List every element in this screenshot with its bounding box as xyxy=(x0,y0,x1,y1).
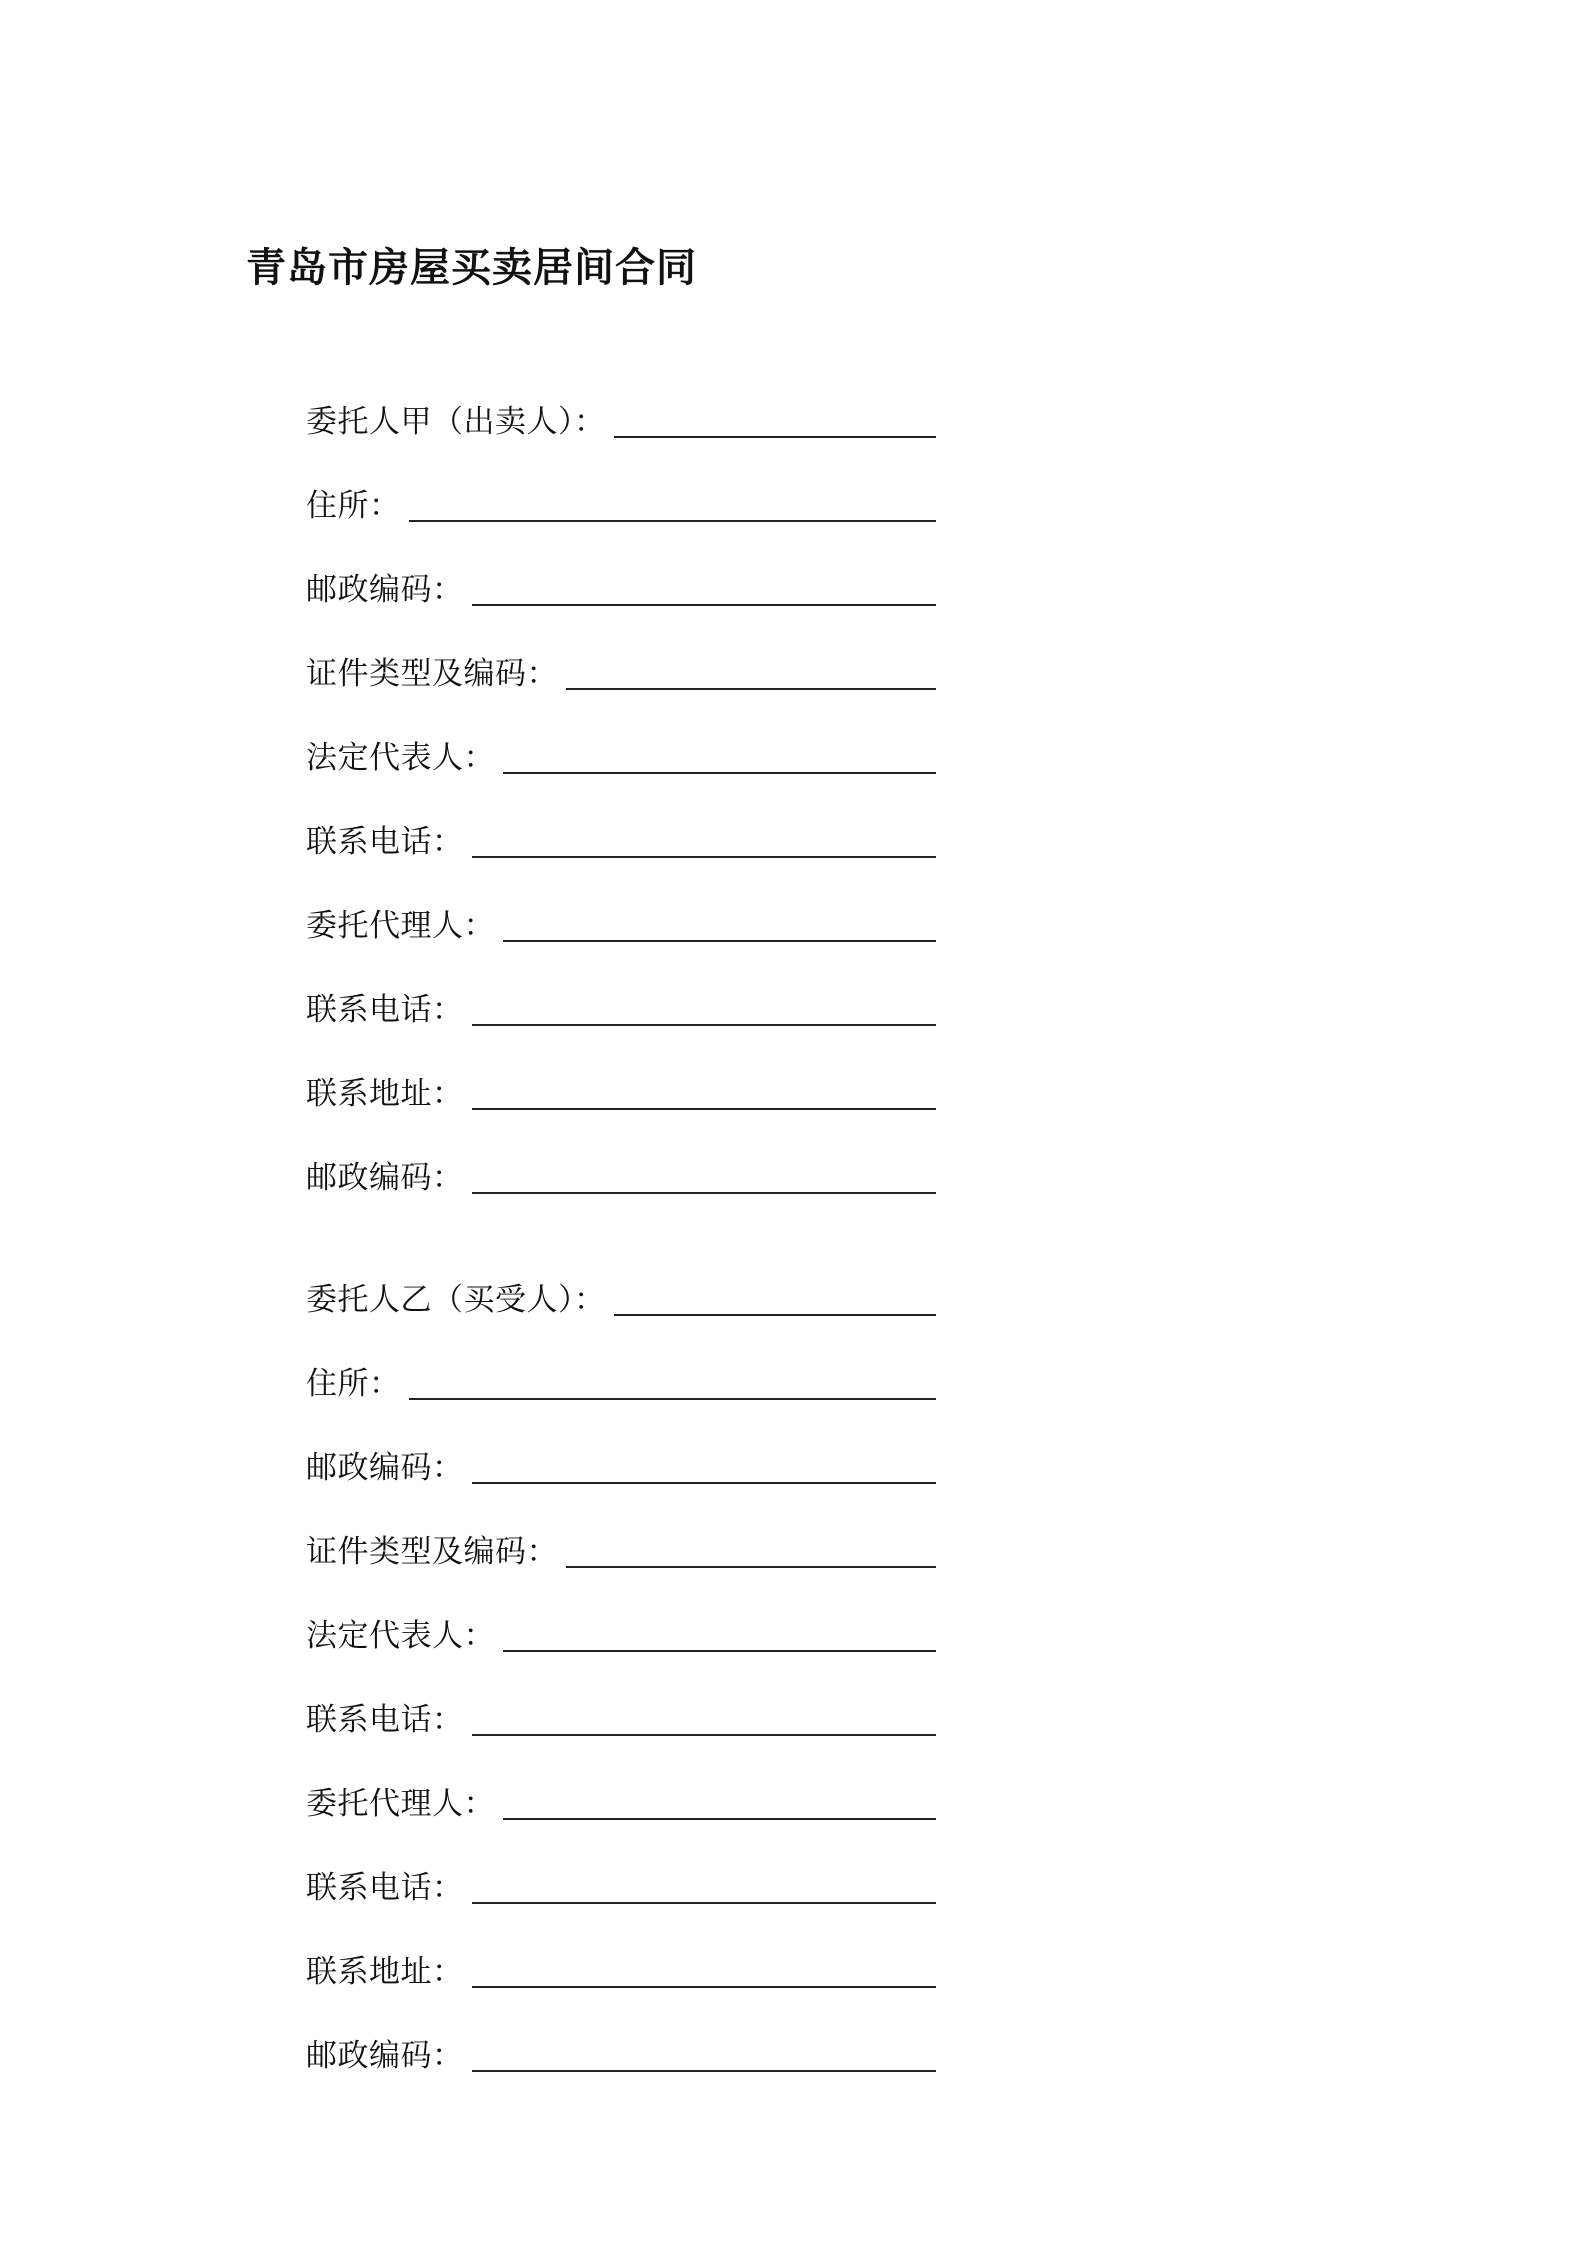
field-label: 证件类型及编码： xyxy=(306,656,558,692)
blank-line[interactable] xyxy=(472,1902,937,1904)
party-b-agent-phone-field xyxy=(306,1826,936,1910)
party-b-address-field xyxy=(306,1910,936,1994)
blank-line[interactable] xyxy=(472,1192,937,1194)
blank-line[interactable] xyxy=(472,2070,937,2072)
field-label: 邮政编码： xyxy=(306,2038,464,2074)
blank-line[interactable] xyxy=(472,856,937,858)
field-label: 证件类型及编码： xyxy=(306,1534,558,1570)
field-label: 法定代表人： xyxy=(306,1618,495,1654)
field-label: 邮政编码： xyxy=(306,1160,464,1196)
field-label: 住所： xyxy=(306,1366,401,1402)
party-a-seller-field xyxy=(306,360,936,444)
blank-line[interactable] xyxy=(472,1986,937,1988)
party-a-residence-field xyxy=(306,444,936,528)
field-label: 委托人甲（出卖人）： xyxy=(306,404,606,440)
field-label: 联系电话： xyxy=(306,1702,464,1738)
blank-line[interactable] xyxy=(472,1482,937,1484)
blank-line[interactable] xyxy=(472,1734,937,1736)
blank-line[interactable] xyxy=(566,688,936,690)
blank-line[interactable] xyxy=(503,940,936,942)
party-a-section xyxy=(306,360,936,1200)
field-label: 委托人乙（买受人）： xyxy=(306,1282,606,1318)
party-b-residence-field xyxy=(306,1322,936,1406)
blank-line[interactable] xyxy=(472,1108,937,1110)
party-b-id-type-field xyxy=(306,1490,936,1574)
party-b-buyer-field xyxy=(306,1238,936,1322)
field-label: 联系电话： xyxy=(306,992,464,1028)
blank-line[interactable] xyxy=(409,1398,937,1400)
party-a-phone-field xyxy=(306,780,936,864)
field-label: 委托代理人： xyxy=(306,908,495,944)
party-a-agent-field xyxy=(306,864,936,948)
party-a-agent-phone-field xyxy=(306,948,936,1032)
document-title: 青岛市房屋买卖居间合同 xyxy=(246,245,697,291)
field-label: 住所： xyxy=(306,488,401,524)
blank-line[interactable] xyxy=(409,520,937,522)
blank-line[interactable] xyxy=(614,1314,937,1316)
field-label: 邮政编码： xyxy=(306,1450,464,1486)
field-label: 联系电话： xyxy=(306,1870,464,1906)
party-b-agent-field xyxy=(306,1742,936,1826)
field-label: 邮政编码： xyxy=(306,572,464,608)
party-b-section xyxy=(306,1238,936,2078)
party-b-phone-field xyxy=(306,1658,936,1742)
blank-line[interactable] xyxy=(614,436,937,438)
blank-line[interactable] xyxy=(566,1566,936,1568)
party-b-postal-code-field xyxy=(306,1406,936,1490)
field-label: 委托代理人： xyxy=(306,1786,495,1822)
blank-line[interactable] xyxy=(503,1818,936,1820)
field-label: 联系地址： xyxy=(306,1954,464,1990)
blank-line[interactable] xyxy=(503,772,936,774)
field-label: 联系地址： xyxy=(306,1076,464,1112)
blank-line[interactable] xyxy=(472,1024,937,1026)
party-a-address-field xyxy=(306,1032,936,1116)
party-a-postal-code-field xyxy=(306,528,936,612)
blank-line[interactable] xyxy=(472,604,937,606)
field-label: 法定代表人： xyxy=(306,740,495,776)
field-label: 联系电话： xyxy=(306,824,464,860)
party-b-legal-rep-field xyxy=(306,1574,936,1658)
party-b-agent-postal-code-field xyxy=(306,1994,936,2078)
blank-line[interactable] xyxy=(503,1650,936,1652)
party-a-agent-postal-code-field xyxy=(306,1116,936,1200)
party-a-id-type-field xyxy=(306,612,936,696)
party-a-legal-rep-field xyxy=(306,696,936,780)
